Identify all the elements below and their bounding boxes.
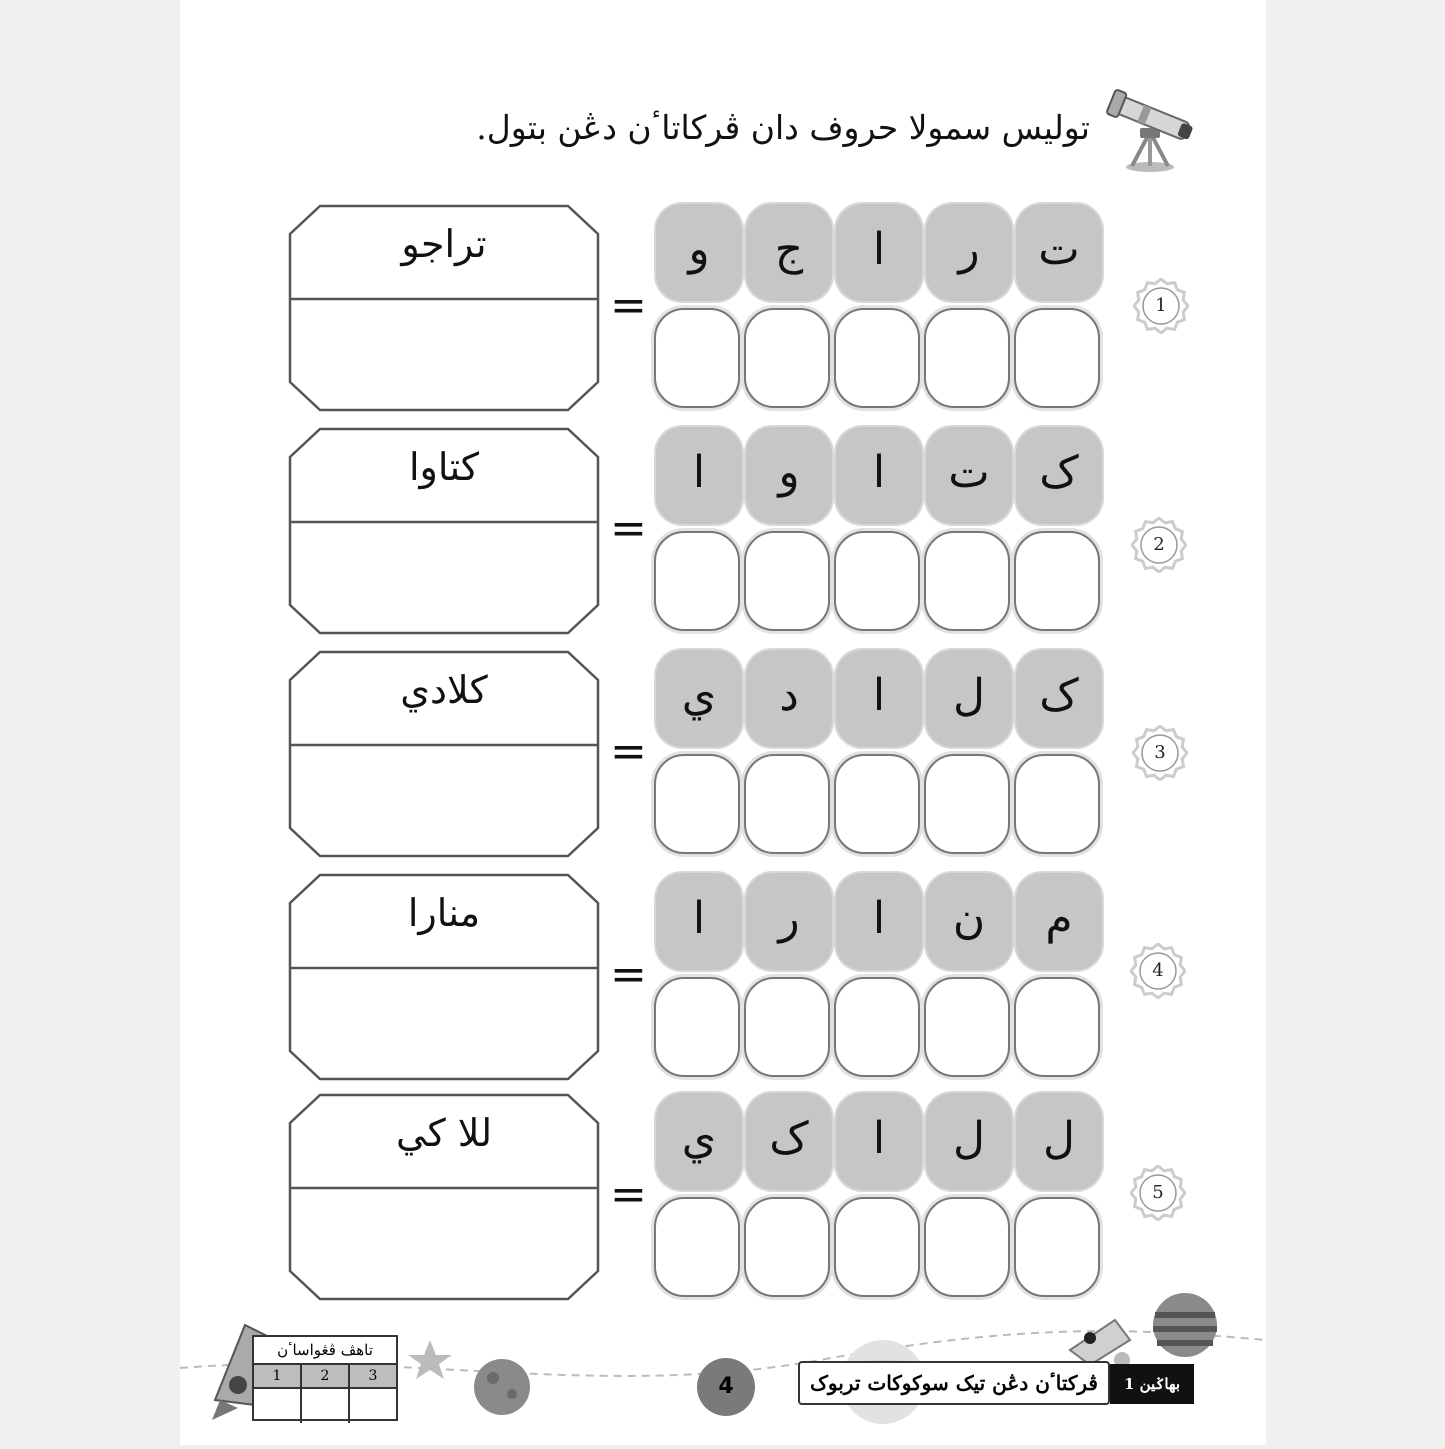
word-write-area[interactable] xyxy=(298,973,590,1073)
exercise-row-2 xyxy=(0,427,1445,637)
letter-tile: ک xyxy=(746,1093,832,1190)
mastery-check-3[interactable] xyxy=(348,1389,396,1423)
chapter-label: بهاݢين 1 xyxy=(1110,1364,1194,1404)
letter-tile: ک xyxy=(1016,427,1102,524)
letter-tile: ا xyxy=(836,427,922,524)
letter-tile: ل xyxy=(926,650,1012,747)
equals-sign: = xyxy=(610,726,647,777)
letter-write-box[interactable] xyxy=(654,1197,740,1297)
mastery-level-2: 2 xyxy=(300,1365,348,1387)
exercise-row-1 xyxy=(0,204,1445,414)
mastery-check-1[interactable] xyxy=(254,1389,300,1423)
exercise-number-badge xyxy=(1130,943,1186,999)
word-write-area[interactable] xyxy=(298,1193,590,1293)
letter-tile: ن xyxy=(926,873,1012,970)
letter-tile: ا xyxy=(836,204,922,301)
letter-write-box[interactable] xyxy=(1014,531,1100,631)
exercise-number-badge xyxy=(1133,278,1189,334)
letter-write-box[interactable] xyxy=(654,308,740,408)
letter-write-box[interactable] xyxy=(834,977,920,1077)
word-answer-box xyxy=(288,650,600,858)
word-answer-box xyxy=(288,873,600,1081)
letter-write-box[interactable] xyxy=(1014,1197,1100,1297)
letter-write-box[interactable] xyxy=(924,531,1010,631)
letter-tile: ي xyxy=(656,650,742,747)
exercise-number: 1 xyxy=(1155,295,1167,316)
letter-tile: ا xyxy=(836,873,922,970)
word-write-area[interactable] xyxy=(298,304,590,404)
target-word: کتاوا xyxy=(408,445,480,489)
letter-tile: م xyxy=(1016,873,1102,970)
mastery-level-headers xyxy=(254,1365,396,1389)
letter-write-box[interactable] xyxy=(1014,754,1100,854)
letter-tile: ج xyxy=(746,204,832,301)
letter-write-box[interactable] xyxy=(654,754,740,854)
letter-write-box[interactable] xyxy=(654,531,740,631)
equals-sign: = xyxy=(610,1169,647,1220)
exercise-row-3 xyxy=(0,650,1445,860)
chapter-title: ڤركتاٴن دڠن تيک سوکوکات تربوک xyxy=(798,1361,1110,1405)
exercise-row-5 xyxy=(0,1093,1445,1303)
letter-write-box[interactable] xyxy=(744,977,830,1077)
letter-write-box[interactable] xyxy=(834,1197,920,1297)
word-answer-box xyxy=(288,204,600,412)
mastery-level-title: تاهڤ ڤڠواساٴن xyxy=(254,1337,396,1365)
letter-tile: ا xyxy=(656,873,742,970)
letter-write-box[interactable] xyxy=(744,754,830,854)
letter-write-box[interactable] xyxy=(924,977,1010,1077)
exercise-number-badge xyxy=(1130,1165,1186,1221)
exercise-row-4 xyxy=(0,873,1445,1083)
letter-tile: ا xyxy=(656,427,742,524)
target-word: کلادي xyxy=(400,668,488,712)
letter-tile: ي xyxy=(656,1093,742,1190)
exercise-number: 3 xyxy=(1154,742,1166,763)
equals-sign: = xyxy=(610,503,647,554)
star-icon xyxy=(408,1340,452,1379)
letter-write-box[interactable] xyxy=(924,308,1010,408)
letter-write-box[interactable] xyxy=(834,531,920,631)
target-word: منارا xyxy=(407,891,481,935)
exercise-number: 2 xyxy=(1153,534,1165,555)
mastery-level-3: 3 xyxy=(348,1365,396,1387)
mastery-level-checkboxes xyxy=(254,1389,396,1423)
striped-planet-icon xyxy=(1153,1293,1217,1357)
telescope-icon xyxy=(1100,82,1200,177)
letter-write-box[interactable] xyxy=(924,754,1010,854)
mastery-check-2[interactable] xyxy=(300,1389,348,1423)
word-answer-box xyxy=(288,1093,600,1301)
letter-write-box[interactable] xyxy=(834,308,920,408)
letter-write-box[interactable] xyxy=(924,1197,1010,1297)
letter-tile: د xyxy=(746,650,832,747)
target-word: للا کي xyxy=(395,1111,493,1155)
word-write-area[interactable] xyxy=(298,750,590,850)
page-number: 4 xyxy=(697,1358,755,1416)
letter-tile: و xyxy=(746,427,832,524)
mastery-level-1: 1 xyxy=(272,1368,282,1384)
letter-tile: ل xyxy=(1016,1093,1102,1190)
letter-write-box[interactable] xyxy=(1014,977,1100,1077)
planet-icon-left xyxy=(474,1359,530,1415)
letter-write-box[interactable] xyxy=(654,977,740,1077)
letter-tile: ا xyxy=(836,1093,922,1190)
exercise-number: 5 xyxy=(1152,1182,1164,1203)
exercise-number-badge xyxy=(1132,725,1188,781)
letter-tile: ا xyxy=(836,650,922,747)
target-word: تراجو xyxy=(401,222,487,266)
letter-tile: ر xyxy=(926,204,1012,301)
letter-write-box[interactable] xyxy=(744,1197,830,1297)
letter-tile: ت xyxy=(1016,204,1102,301)
equals-sign: = xyxy=(610,949,647,1000)
word-write-area[interactable] xyxy=(298,527,590,627)
letter-write-box[interactable] xyxy=(744,531,830,631)
instruction-text: توليس سمولا حروف دان ڤركاتاٴن دڠن بتول. xyxy=(476,108,1090,147)
exercise-number-badge xyxy=(1131,517,1187,573)
letter-tile: و xyxy=(656,204,742,301)
word-answer-box xyxy=(288,427,600,635)
letter-tile: ت xyxy=(926,427,1012,524)
letter-write-box[interactable] xyxy=(1014,308,1100,408)
letter-tile: ر xyxy=(746,873,832,970)
equals-sign: = xyxy=(610,280,647,331)
letter-write-box[interactable] xyxy=(744,308,830,408)
letter-write-box[interactable] xyxy=(834,754,920,854)
letter-tile: ل xyxy=(926,1093,1012,1190)
exercise-number: 4 xyxy=(1152,960,1164,981)
mastery-level-table xyxy=(252,1335,398,1421)
letter-tile: ک xyxy=(1016,650,1102,747)
